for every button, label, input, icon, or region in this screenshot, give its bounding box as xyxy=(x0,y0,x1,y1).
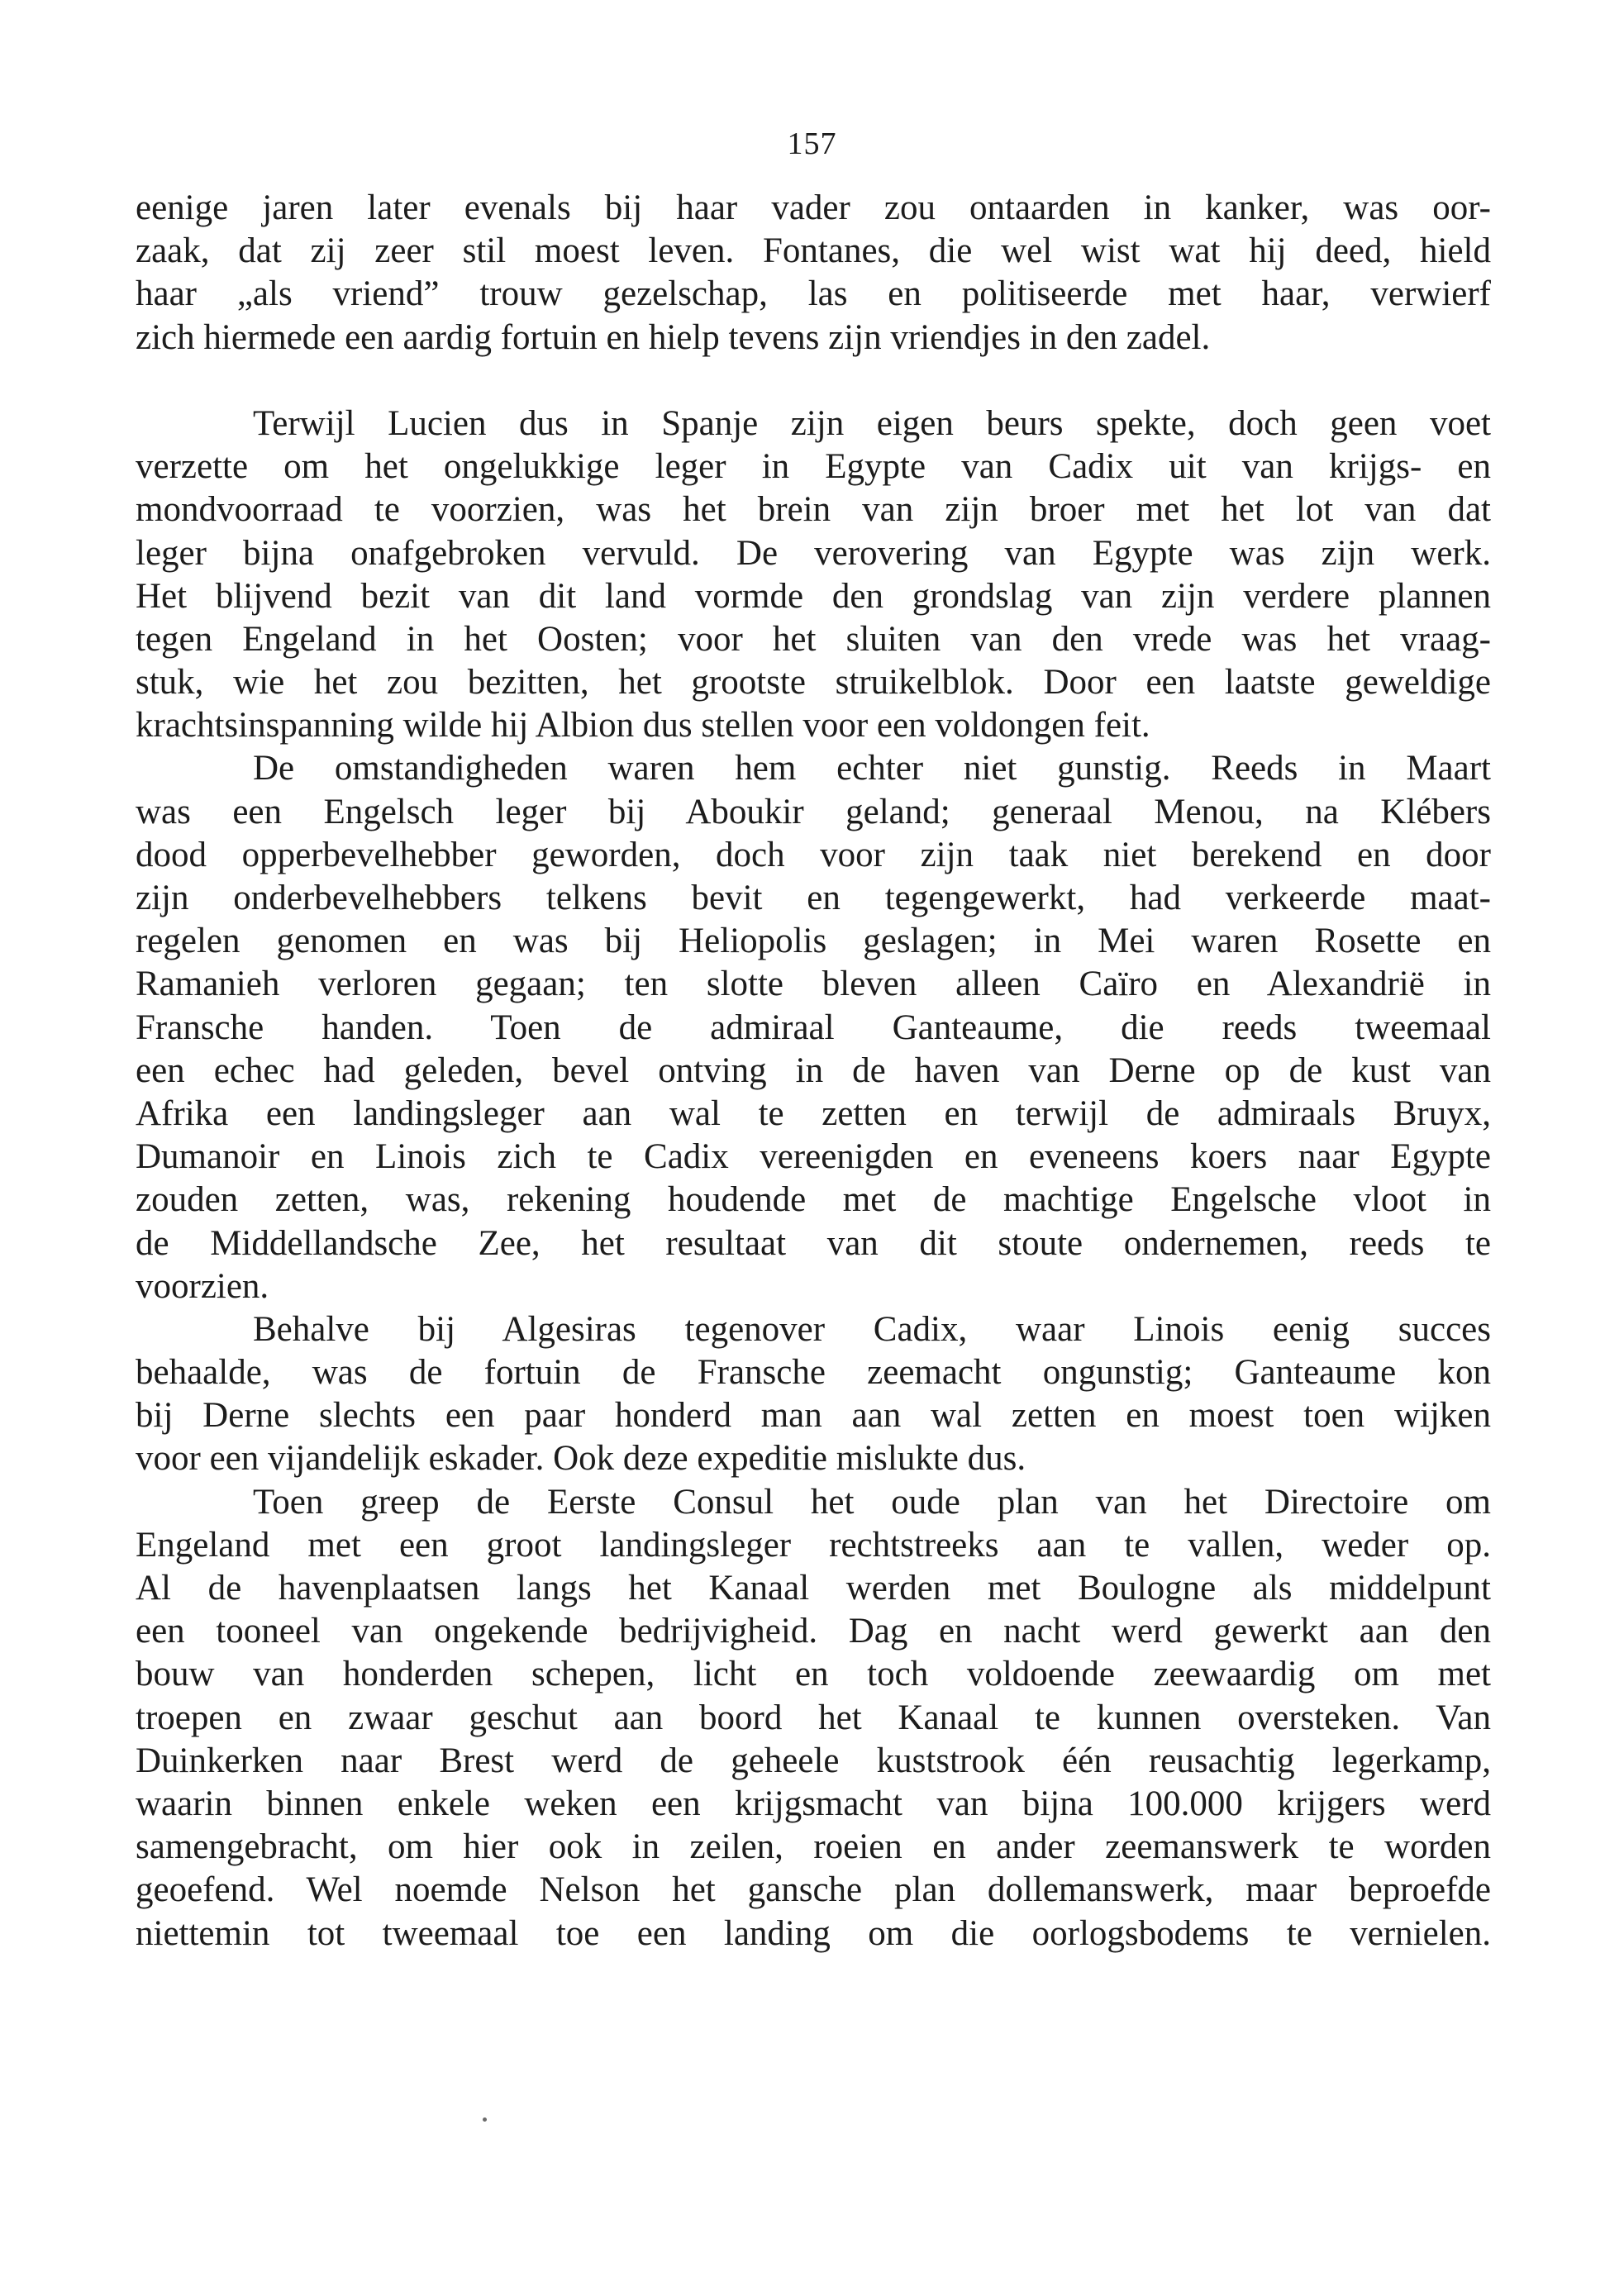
text-line: De omstandigheden waren hem echter niet gunstig. Reeds in Maart xyxy=(253,749,1491,788)
text-line: geoefend. Wel noemde Nelson het gansche plan dollemanswerk, maar beproefde xyxy=(136,1870,1491,1910)
text-line: behaalde, was de fortuin de Fransche zeemacht ongunstig; Ganteaume kon xyxy=(136,1353,1491,1393)
text-line: Ramanieh verloren gegaan; ten slotte bleven alleen Caïro en Alexandrië in xyxy=(136,965,1491,1004)
text-line: mondvoorraad te voorzien, was het brein van zijn broer met het lot van dat xyxy=(136,490,1491,530)
body-text xyxy=(136,187,1491,1955)
text-line: Het blijvend bezit van dit land vormde den grondslag van zijn verdere plannen xyxy=(136,576,1491,616)
text-line xyxy=(136,360,1491,403)
text-line: leger bijna onafgebroken vervuld. De verovering van Egypte was zijn werk. xyxy=(136,533,1491,573)
text-line: voorzien. xyxy=(136,1266,269,1306)
text-line: troepen en zwaar geschut aan boord het Kanaal te kunnen oversteken. Van xyxy=(136,1698,1491,1737)
text-line: Fransche handen. Toen de admiraal Ganteaume, die reeds tweemaal xyxy=(136,1008,1491,1047)
text-line: stuk, wie het zou bezitten, het grootste struikelblok. Door een laatste geweldige xyxy=(136,663,1491,703)
text-line: bij Derne slechts een paar honderd man aan wal zetten en moest toen wijken xyxy=(136,1396,1491,1436)
print-speck xyxy=(483,2117,487,2122)
text-line: zouden zetten, was, rekening houdende met de machtige Engelsche vloot in xyxy=(136,1180,1491,1220)
text-line: regelen genomen en was bij Heliopolis geslagen; in Mei waren Rosette en xyxy=(136,922,1491,961)
text-line: samengebracht, om hier ook in zeilen, roeien en ander zeemanswerk te worden xyxy=(136,1827,1491,1867)
text-line: zaak, dat zij zeer stil moest leven. Fontanes, die wel wist wat hij deed, hield xyxy=(136,231,1491,271)
text-line: Duinkerken naar Brest werd de geheele kuststrook één reusachtig legerkamp, xyxy=(136,1741,1491,1780)
text-line: dood opperbevelhebber geworden, doch voor zijn taak niet berekend en door xyxy=(136,835,1491,874)
text-line: haar „als vriend” trouw gezelschap, las en politiseerde met haar, verwierf xyxy=(136,274,1491,314)
text-line: Dumanoir en Linois zich te Cadix vereenigden en eveneens koers naar Egypte xyxy=(136,1137,1491,1177)
page-number: 157 xyxy=(787,126,837,161)
text-line: tegen Engeland in het Oosten; voor het sluiten van den vrede was het vraag- xyxy=(136,619,1491,659)
text-line: Al de havenplaatsen langs het Kanaal werden met Boulogne als middelpunt xyxy=(136,1569,1491,1608)
text-line: zijn onderbevelhebbers telkens bevit en tegengewerkt, had verkeerde maat- xyxy=(136,879,1491,917)
text-line: de Middellandsche Zee, het resultaat van dit stoute ondernemen, reeds te xyxy=(136,1223,1491,1263)
text-line: was een Engelsch leger bij Aboukir geland; generaal Menou, na Klébers xyxy=(136,792,1491,831)
text-line: niettemin tot tweemaal toe een landing om die oorlogsbodems te vernielen. xyxy=(136,1913,1491,1953)
text-line: bouw van honderden schepen, licht en toch voldoende zeewaardig om met xyxy=(136,1655,1491,1694)
text-line: zich hiermede een aardig fortuin en hielp tevens zijn vriendjes in den zadel. xyxy=(136,317,1211,357)
text-line: voor een vijandelijk eskader. Ook deze expeditie mislukte dus. xyxy=(136,1439,1026,1479)
text-line: een echec had geleden, bevel ontving in de haven van Derne op de kust van xyxy=(136,1050,1491,1090)
text-line: Toen greep de Eerste Consul het oude plan van het Directoire om xyxy=(253,1482,1491,1522)
text-line: Behalve bij Algesiras tegenover Cadix, waar Linois eenig succes xyxy=(253,1309,1491,1349)
text-line: Engeland met een groot landingsleger rechtstreeks aan te vallen, weder op. xyxy=(136,1525,1491,1565)
text-line: eenige jaren later evenals bij haar vader zou ontaarden in kanker, was oor- xyxy=(136,188,1491,227)
text-line: krachtsinspanning wilde hij Albion dus stellen voor een voldongen feit. xyxy=(136,706,1150,746)
text-line: Terwijl Lucien dus in Spanje zijn eigen beurs spekte, doch geen voet xyxy=(253,403,1491,443)
text-line: Afrika een landingsleger aan wal te zetten en terwijl de admiraals Bruyx, xyxy=(136,1093,1491,1133)
text-line: een tooneel van ongekende bedrijvigheid. Dag en nacht werd gewerkt aan den xyxy=(136,1612,1491,1651)
text-line: waarin binnen enkele weken een krijgsmacht van bijna 100.000 krijgers werd xyxy=(136,1784,1491,1823)
text-line: verzette om het ongelukkige leger in Egypte van Cadix uit van krijgs- en xyxy=(136,447,1491,487)
